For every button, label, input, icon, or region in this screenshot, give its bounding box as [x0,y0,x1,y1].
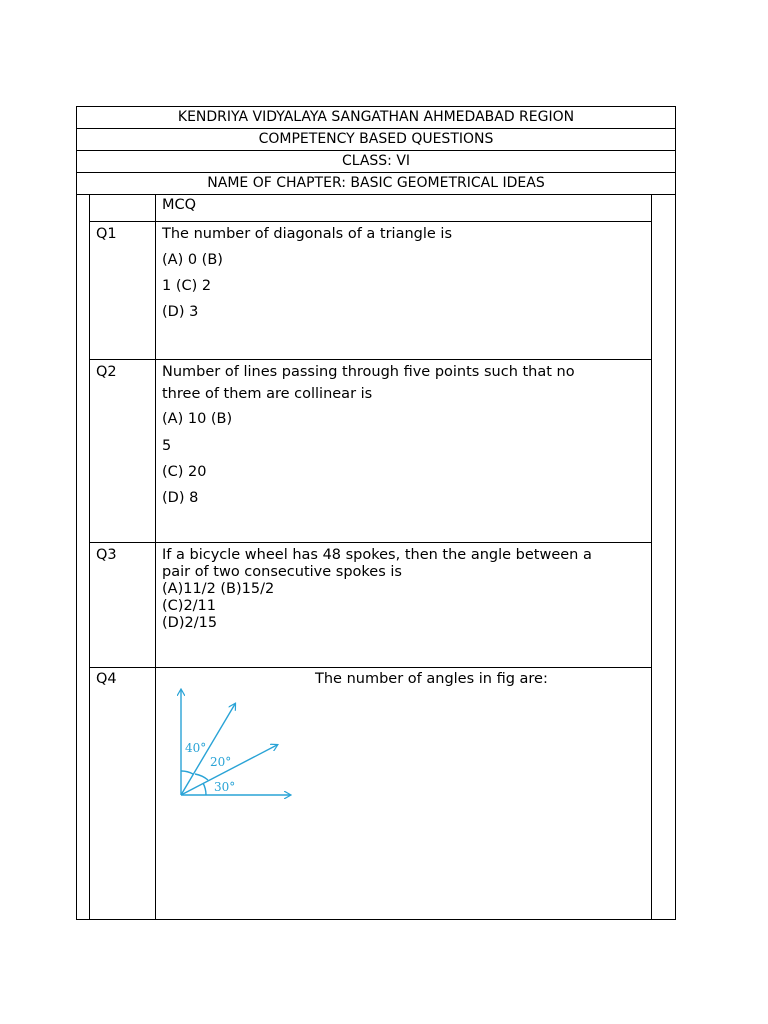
row-divider [76,128,676,129]
doc-subtitle: COMPETENCY BASED QUESTIONS [258,131,494,147]
option-line: 5 [162,438,172,454]
angle-figure [160,680,310,810]
angle-label-20: 20° [210,755,232,769]
option-line: (A) 10 (B) [162,411,233,427]
question-number: Q1 [96,226,117,242]
class-label: CLASS: VI [341,153,411,169]
question-text: pair of two consecutive spokes is [162,564,402,580]
option-line: (A) 0 (B) [162,252,223,268]
option-line: (D) 8 [162,490,199,506]
question-number: Q2 [96,364,117,380]
chapter-title: NAME OF CHAPTER: BASIC GEOMETRICAL IDEAS [207,175,545,191]
option-line: (D) 3 [162,304,199,320]
table-border-top [76,106,676,107]
question-text: The number of diagonals of a triangle is [162,226,452,242]
question-text: three of them are collinear is [162,386,373,402]
row-divider [89,359,652,360]
row-divider [89,542,652,543]
section-label: MCQ [162,197,197,213]
inner-border-right [651,194,652,920]
table-border-right [675,106,676,920]
row-divider [76,150,676,151]
row-divider [76,194,676,195]
option-line: (A)11/2 (B)15/2 [162,581,275,597]
question-number: Q3 [96,547,117,563]
option-line: (C) 20 [162,464,207,480]
arc-30 [203,783,206,795]
arc-20 [195,774,208,780]
org-title: KENDRIYA VIDYALAYA SANGATHAN AHMEDABAD REGION [177,109,575,125]
row-divider [89,221,652,222]
angle-label-40: 40° [185,741,207,755]
table-border-bottom [76,919,676,920]
table-border-left [76,106,77,920]
option-line: (D)2/15 [162,615,218,631]
question-text: If a bicycle wheel has 48 spokes, then the angle between a [162,547,592,563]
inner-border-left [89,194,90,920]
row-divider [76,172,676,173]
option-line: 1 (C) 2 [162,278,212,294]
question-number: Q4 [96,671,117,687]
option-line: (C)2/11 [162,598,216,614]
angle-label-30: 30° [214,780,236,794]
arc-40 [181,771,193,774]
row-divider [89,667,652,668]
column-divider [155,194,156,920]
question-text: The number of angles in fig are: [315,671,548,687]
question-text: Number of lines passing through five points such that no [162,364,575,380]
